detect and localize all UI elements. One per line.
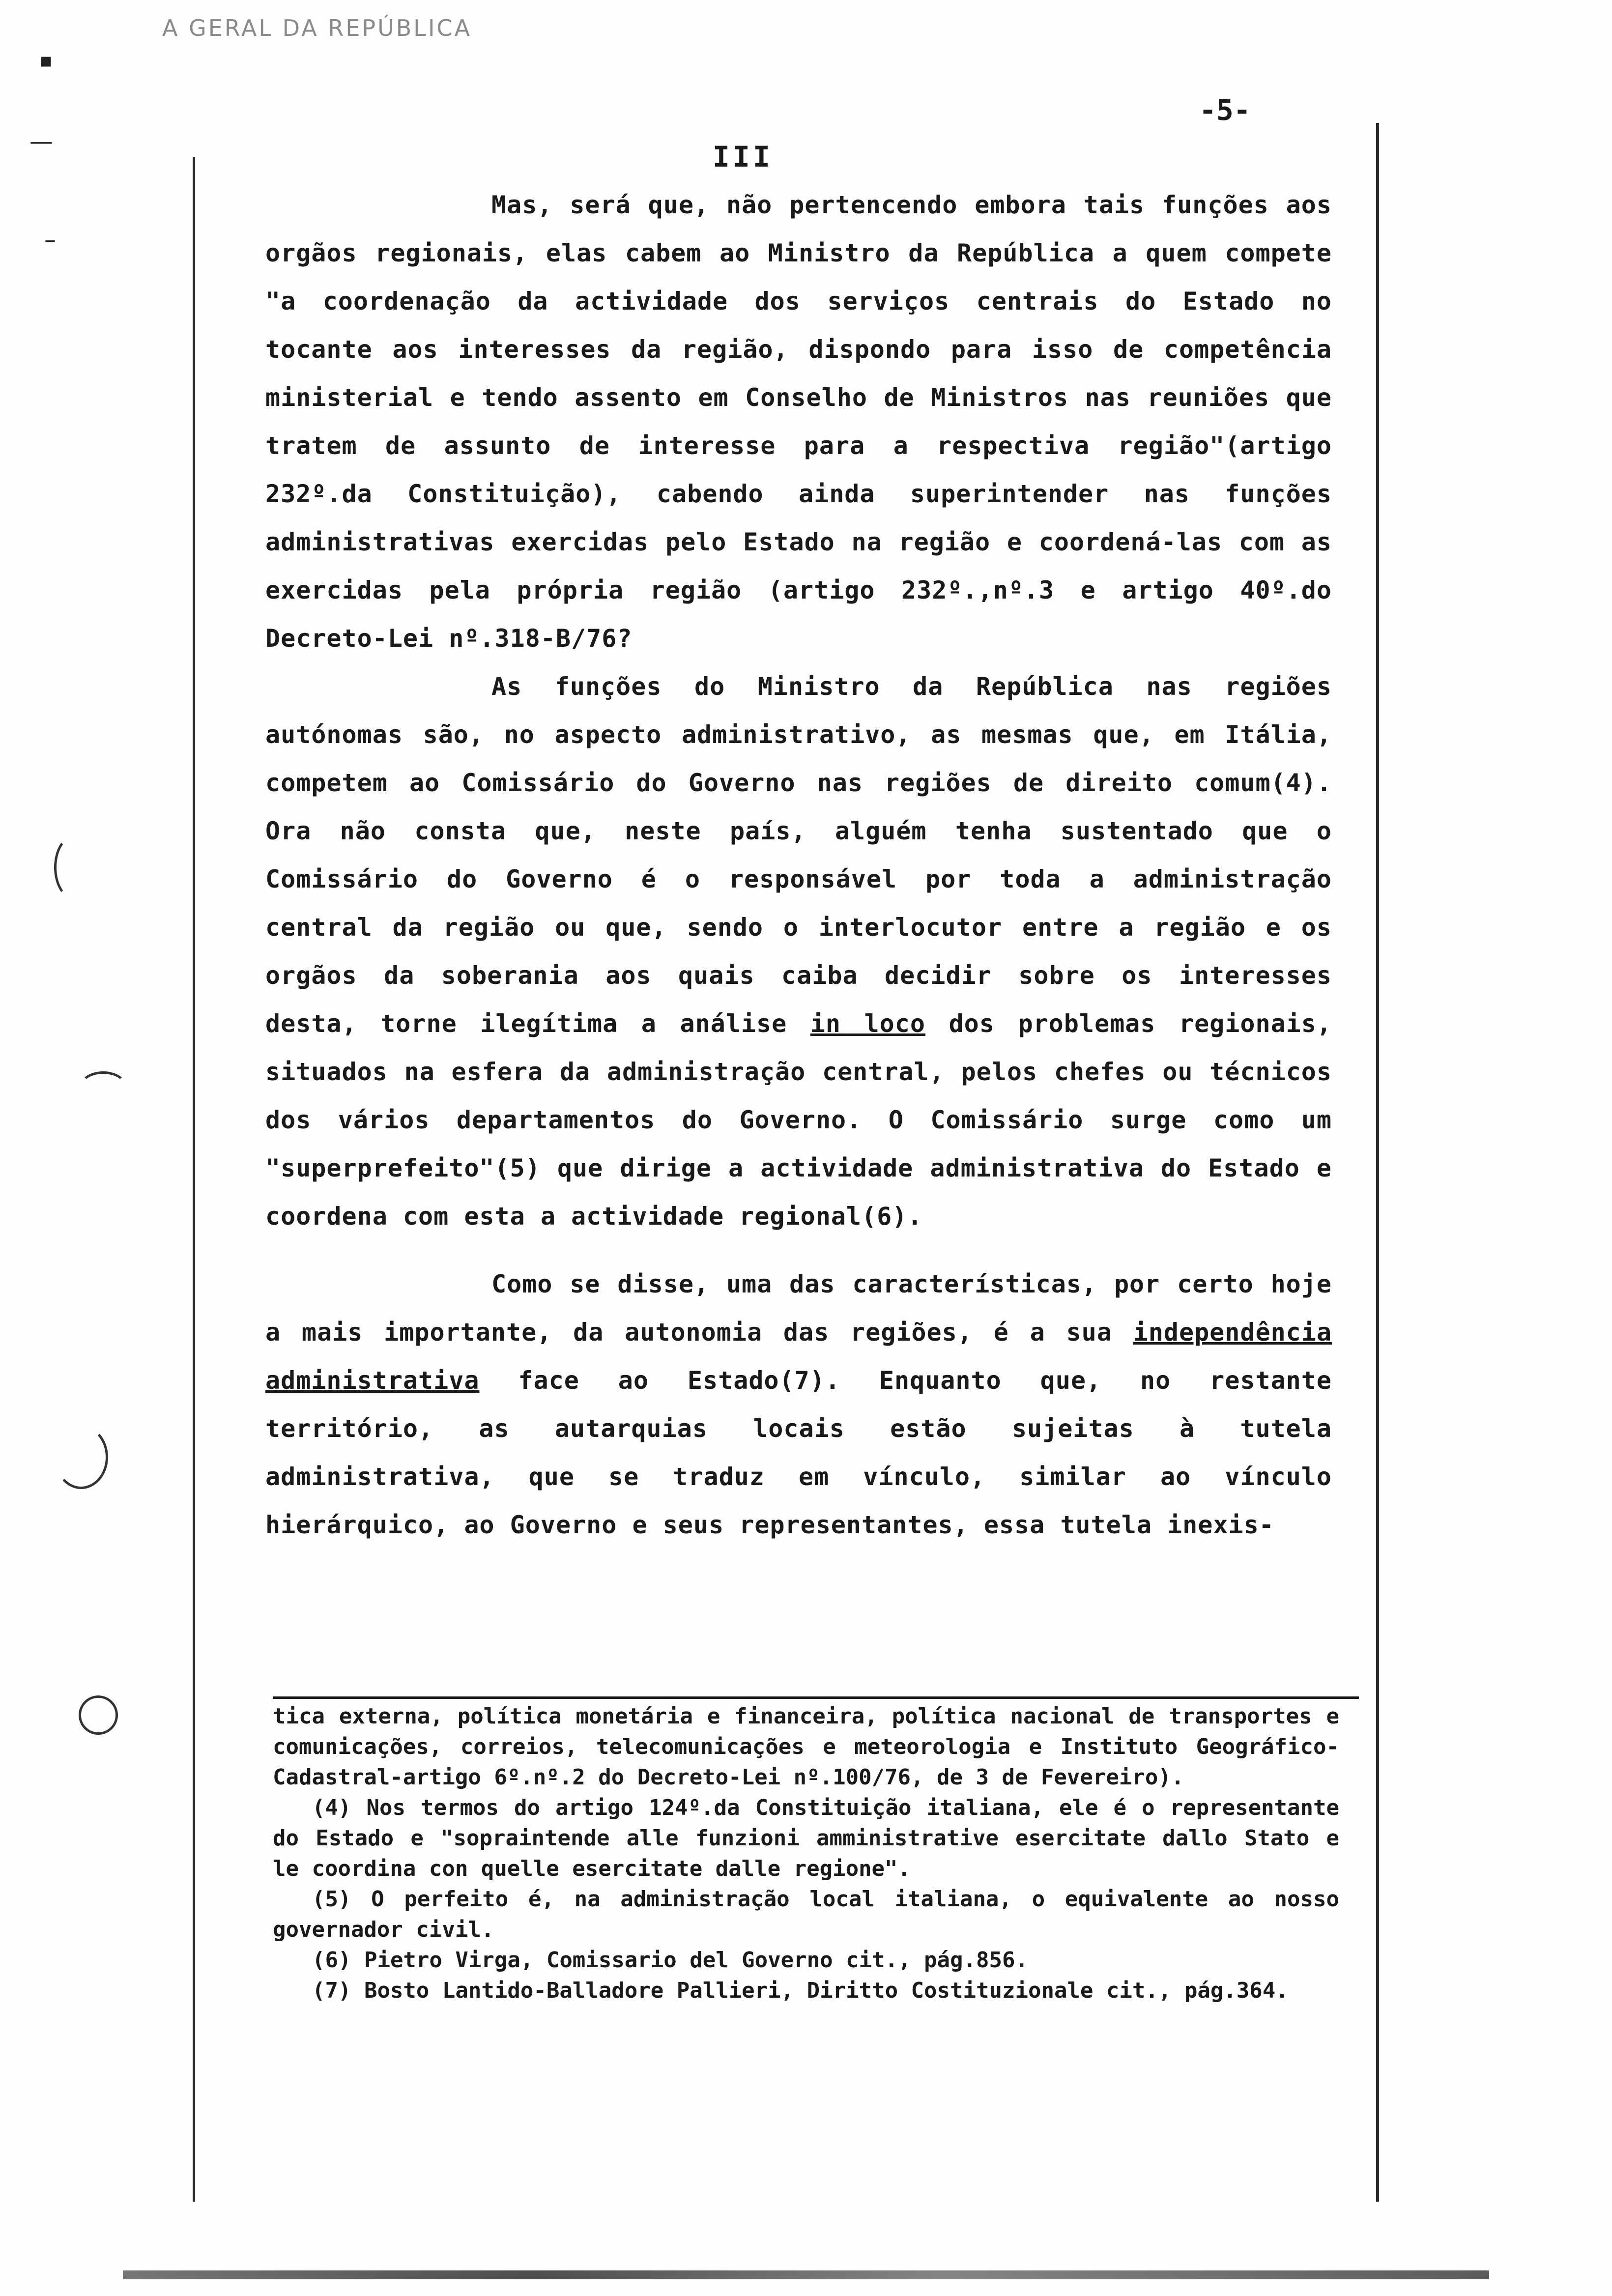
left-margin-rule (193, 157, 195, 2202)
paragraph (265, 1260, 1332, 1549)
punch-hole-mark (54, 1425, 108, 1489)
footnote-5: (5) O perfeito é, na administração local italiana, o equivalente ao nosso governador civil. (273, 1887, 1339, 1942)
paragraph: Mas, será que, não pertencendo embora tais funções aos orgãos regionais, elas cabem ao Ministro da República a quem compete "a coordenação da actividade dos serviços centrais do Estado no tocante aos interesses da região, dispondo para isso de competência ministerial e tendo assento em Conselho de Ministros nas reuniões que tratem de assunto de interesse para a respectiva região"(artigo 232º.da Constituição), cabendo ainda superintender nas funções administrativas exercidas pelo Estado na região e coordená-las com as exercidas pela própria região (artigo 232º.,nº.3 e artigo 40º.do Decreto-Lei nº.318-B/76? (265, 191, 1332, 653)
paragraph-text: Como se disse, uma das características, por certo hoje a mais importante, da autonomia das regiões, é a sua (265, 1270, 1332, 1347)
scan-edge-band (123, 2270, 1489, 2279)
paragraph-text: As funções do Ministro da República nas regiões autónomas são, no aspecto administrativo, as mesmas que, em Itália, competem ao Comissário do Governo nas regiões de direito comum(4). Ora não consta que, neste país, alguém tenha sustentado que o Comissário do Governo é o responsável por toda a administração central da região ou que, sendo o interlocutor entre a região e os orgãos da soberania aos quais caiba decidir sobre os interesses desta, torne ilegítima a análise (265, 672, 1332, 1038)
archive-stamp: A GERAL DA REPÚBLICA (162, 15, 472, 41)
underlined-phrase: in loco (810, 1009, 925, 1038)
footnote-divider (273, 1696, 1359, 1699)
right-margin-rule (1376, 123, 1379, 2202)
binding-mark: – (44, 226, 56, 254)
binding-mark: ▪ (39, 49, 53, 72)
page-number: -5- (1199, 93, 1251, 127)
paragraph (265, 662, 1332, 1240)
footnote-continuation: tica externa, política monetária e financeira, política nacional de transportes e comunicações, correios, telecomunicações e meteorologia e Instituto Geográfico-Cadastral-artigo 6º.nº.2 do Decreto-Lei nº.100/76, de 3 de Fevereiro). (273, 1704, 1339, 1790)
punch-hole-mark (79, 1695, 118, 1735)
underlined-phrase: independência administrativa (265, 1318, 1332, 1395)
footnote-6: (6) Pietro Virga, Comissario del Governo cit., pág.856. (312, 1948, 1028, 1973)
punch-hole-mark (54, 835, 93, 899)
binding-mark: — (29, 128, 53, 155)
footnotes (273, 1701, 1339, 2006)
punch-hole-mark (79, 1071, 128, 1106)
footnote-4: (4) Nos termos do artigo 124º.da Constituição italiana, ele é o representante do Estado e "sopraintende alle funzioni amministrative esercitate dallo Stato e le coordina con quelle esercitate dalle regione". (273, 1795, 1339, 1881)
paragraph-text: face ao Estado(7). Enquanto que, no restante território, as autarquias locais estão sujeitas à tutela administrativa, que se traduz em vínculo, similar ao vínculo hierárquico, ao Governo e seus representantes, essa tutela inexis- (265, 1366, 1332, 1539)
footnote-7: (7) Bosto Lantido-Balladore Pallieri, Diritto Costituzionale cit., pág.364. (312, 1978, 1289, 2003)
body-text (265, 181, 1332, 1549)
section-heading: III (713, 140, 773, 173)
paragraph-text: dos problemas regionais, situados na esfera da administração central, pelos chefes ou técnicos dos vários departamentos do Governo. O Comissário surge como um "superprefeito"(5) que dirige a actividade administrativa do Estado e coordena com esta a actividade regional(6). (265, 1009, 1332, 1231)
